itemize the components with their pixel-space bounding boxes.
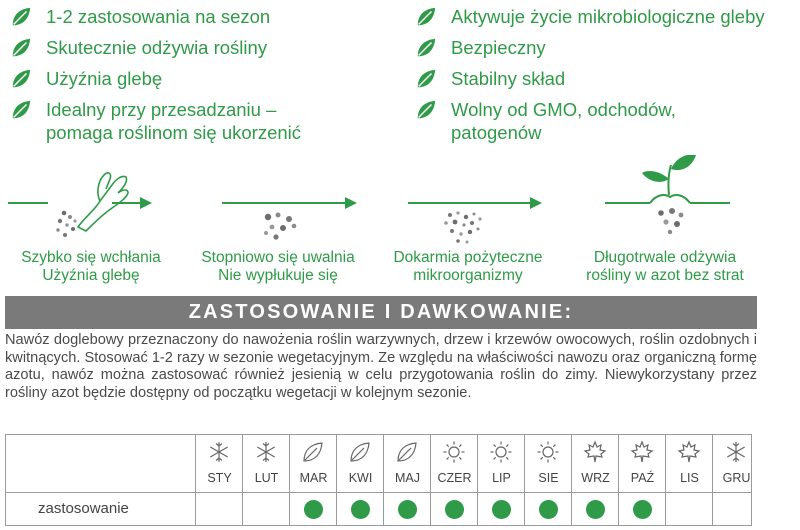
application-dot — [304, 500, 323, 519]
benefit-text: Stabilny skład — [451, 68, 566, 89]
application-dot — [586, 500, 605, 519]
process-illustration — [0, 155, 800, 250]
month-application-cell — [431, 492, 478, 525]
sun-icon — [489, 440, 513, 464]
benefit-text: Aktywuje życie mikrobiologiczne gleby — [451, 6, 765, 27]
benefit-text: Wolny od GMO, odchodów, patogenów — [451, 99, 676, 143]
process-caption — [6, 249, 176, 285]
snowflake-icon — [254, 440, 278, 464]
benefit-item — [415, 5, 795, 28]
benefit-item — [10, 98, 390, 144]
process-caption — [378, 249, 558, 285]
caption-line: Nie wypłukuje się — [218, 267, 338, 284]
benefit-item — [10, 67, 390, 90]
month-header — [431, 435, 478, 492]
application-dot — [398, 500, 417, 519]
row-label: zastosowanie — [38, 500, 129, 517]
benefit-text: Bezpieczny — [451, 37, 546, 58]
month-header — [572, 435, 619, 492]
benefit-text: Użyźnia glebę — [46, 68, 163, 89]
month-application-cell — [196, 492, 243, 525]
month-application-cell — [478, 492, 525, 525]
leaf-icon — [415, 37, 437, 59]
sun-icon — [442, 440, 466, 464]
caption-line: rośliny w azot bez strat — [586, 267, 744, 284]
benefit-item — [415, 98, 795, 144]
snowflake-icon — [724, 440, 748, 464]
application-dot — [633, 500, 652, 519]
month-application-cell — [525, 492, 572, 525]
application-dot — [492, 500, 511, 519]
caption-line: mikroorganizmy — [413, 267, 523, 284]
month-header — [243, 435, 290, 492]
leaf-icon — [10, 99, 32, 121]
month-header — [384, 435, 431, 492]
month-label: MAR — [299, 471, 328, 485]
month-application-cell — [384, 492, 431, 525]
month-label: LUT — [254, 471, 279, 485]
process-caption — [568, 249, 762, 285]
month-label: WRZ — [581, 471, 610, 485]
month-application-cell — [666, 492, 713, 525]
month-application-cell — [290, 492, 337, 525]
granules-arrow-icon — [222, 197, 357, 240]
benefit-item — [415, 36, 795, 59]
leaf-icon — [10, 68, 32, 90]
leaf-icon — [10, 6, 32, 28]
caption-line: Dokarmia pożyteczne — [393, 249, 543, 266]
benefit-text: 1-2 zastosowania na sezon — [46, 6, 271, 27]
month-header — [619, 435, 666, 492]
month-label: LIS — [680, 471, 699, 485]
application-calendar — [5, 434, 752, 526]
benefit-text: Idealny przy przesadzaniu – pomaga roślinom się ukorzenić — [46, 99, 302, 143]
benefits-right-column — [415, 5, 795, 152]
leaf-icon — [415, 6, 437, 28]
benefits-section — [0, 0, 800, 160]
month-label: KWI — [348, 471, 373, 485]
maple-leaf-icon — [630, 440, 654, 464]
month-label: SIE — [538, 471, 559, 485]
maple-leaf-icon — [583, 440, 607, 464]
month-header — [666, 435, 713, 492]
month-label: GRU — [722, 471, 751, 485]
snowflake-icon — [207, 440, 231, 464]
leaf-outline-icon — [348, 440, 372, 464]
leaf-icon — [415, 68, 437, 90]
benefits-left-column — [10, 5, 390, 152]
leaf-icon — [10, 37, 32, 59]
hand-icon — [8, 173, 152, 237]
leaf-outline-icon — [395, 440, 419, 464]
application-dot — [445, 500, 464, 519]
benefit-item — [10, 5, 390, 28]
month-application-cell — [572, 492, 619, 525]
month-header — [478, 435, 525, 492]
application-dot — [351, 500, 370, 519]
caption-line: Stopniowo się uwalnia — [201, 249, 355, 266]
benefit-text: Skutecznie odżywia rośliny — [46, 37, 268, 58]
month-label: STY — [207, 471, 232, 485]
maple-leaf-icon — [677, 440, 701, 464]
month-header — [525, 435, 572, 492]
month-label: CZER — [437, 471, 472, 485]
section-title-bar: ZASTOSOWANIE I DAWKOWANIE: — [5, 296, 757, 329]
benefit-item — [10, 36, 390, 59]
month-application-cell — [243, 492, 290, 525]
sun-icon — [536, 440, 560, 464]
month-application-cell — [619, 492, 666, 525]
caption-line: Użyźnia glebę — [42, 267, 140, 284]
month-header — [713, 435, 760, 492]
month-label: MAJ — [395, 471, 420, 485]
benefit-item — [415, 67, 795, 90]
caption-line: Szybko się wchłania — [21, 249, 161, 266]
month-header — [337, 435, 384, 492]
section-description: Nawóz doglebowy przeznaczony do nawożenia roślin warzywnych, drzew i krzewów owocowych, roślin ozdobnych i kwitnących. Stosować 1-2 razy w sezonie wegetacyjnym. Ze względu na właściwości nawozu oraz organiczną formę azotu, nawóz można zastosować również jesienią w celu przygotowania roślin do zimy. Niewykorzystany przez rośliny azot będzie dostępny od początku wegetacji w kolejnym sezonie. — [5, 332, 757, 401]
caption-line: Długotrwale odżywia — [593, 249, 737, 266]
month-application-cell — [713, 492, 760, 525]
month-label: LIP — [492, 471, 511, 485]
month-header — [196, 435, 243, 492]
process-section — [0, 155, 800, 290]
month-label: PAŹ — [630, 471, 655, 485]
microorganisms-arrow-icon — [408, 197, 542, 244]
leaf-outline-icon — [301, 440, 325, 464]
leaf-icon — [415, 99, 437, 121]
month-header — [290, 435, 337, 492]
month-application-cell — [337, 492, 384, 525]
sprout-icon — [605, 155, 730, 234]
application-dot — [539, 500, 558, 519]
process-caption — [188, 249, 368, 285]
